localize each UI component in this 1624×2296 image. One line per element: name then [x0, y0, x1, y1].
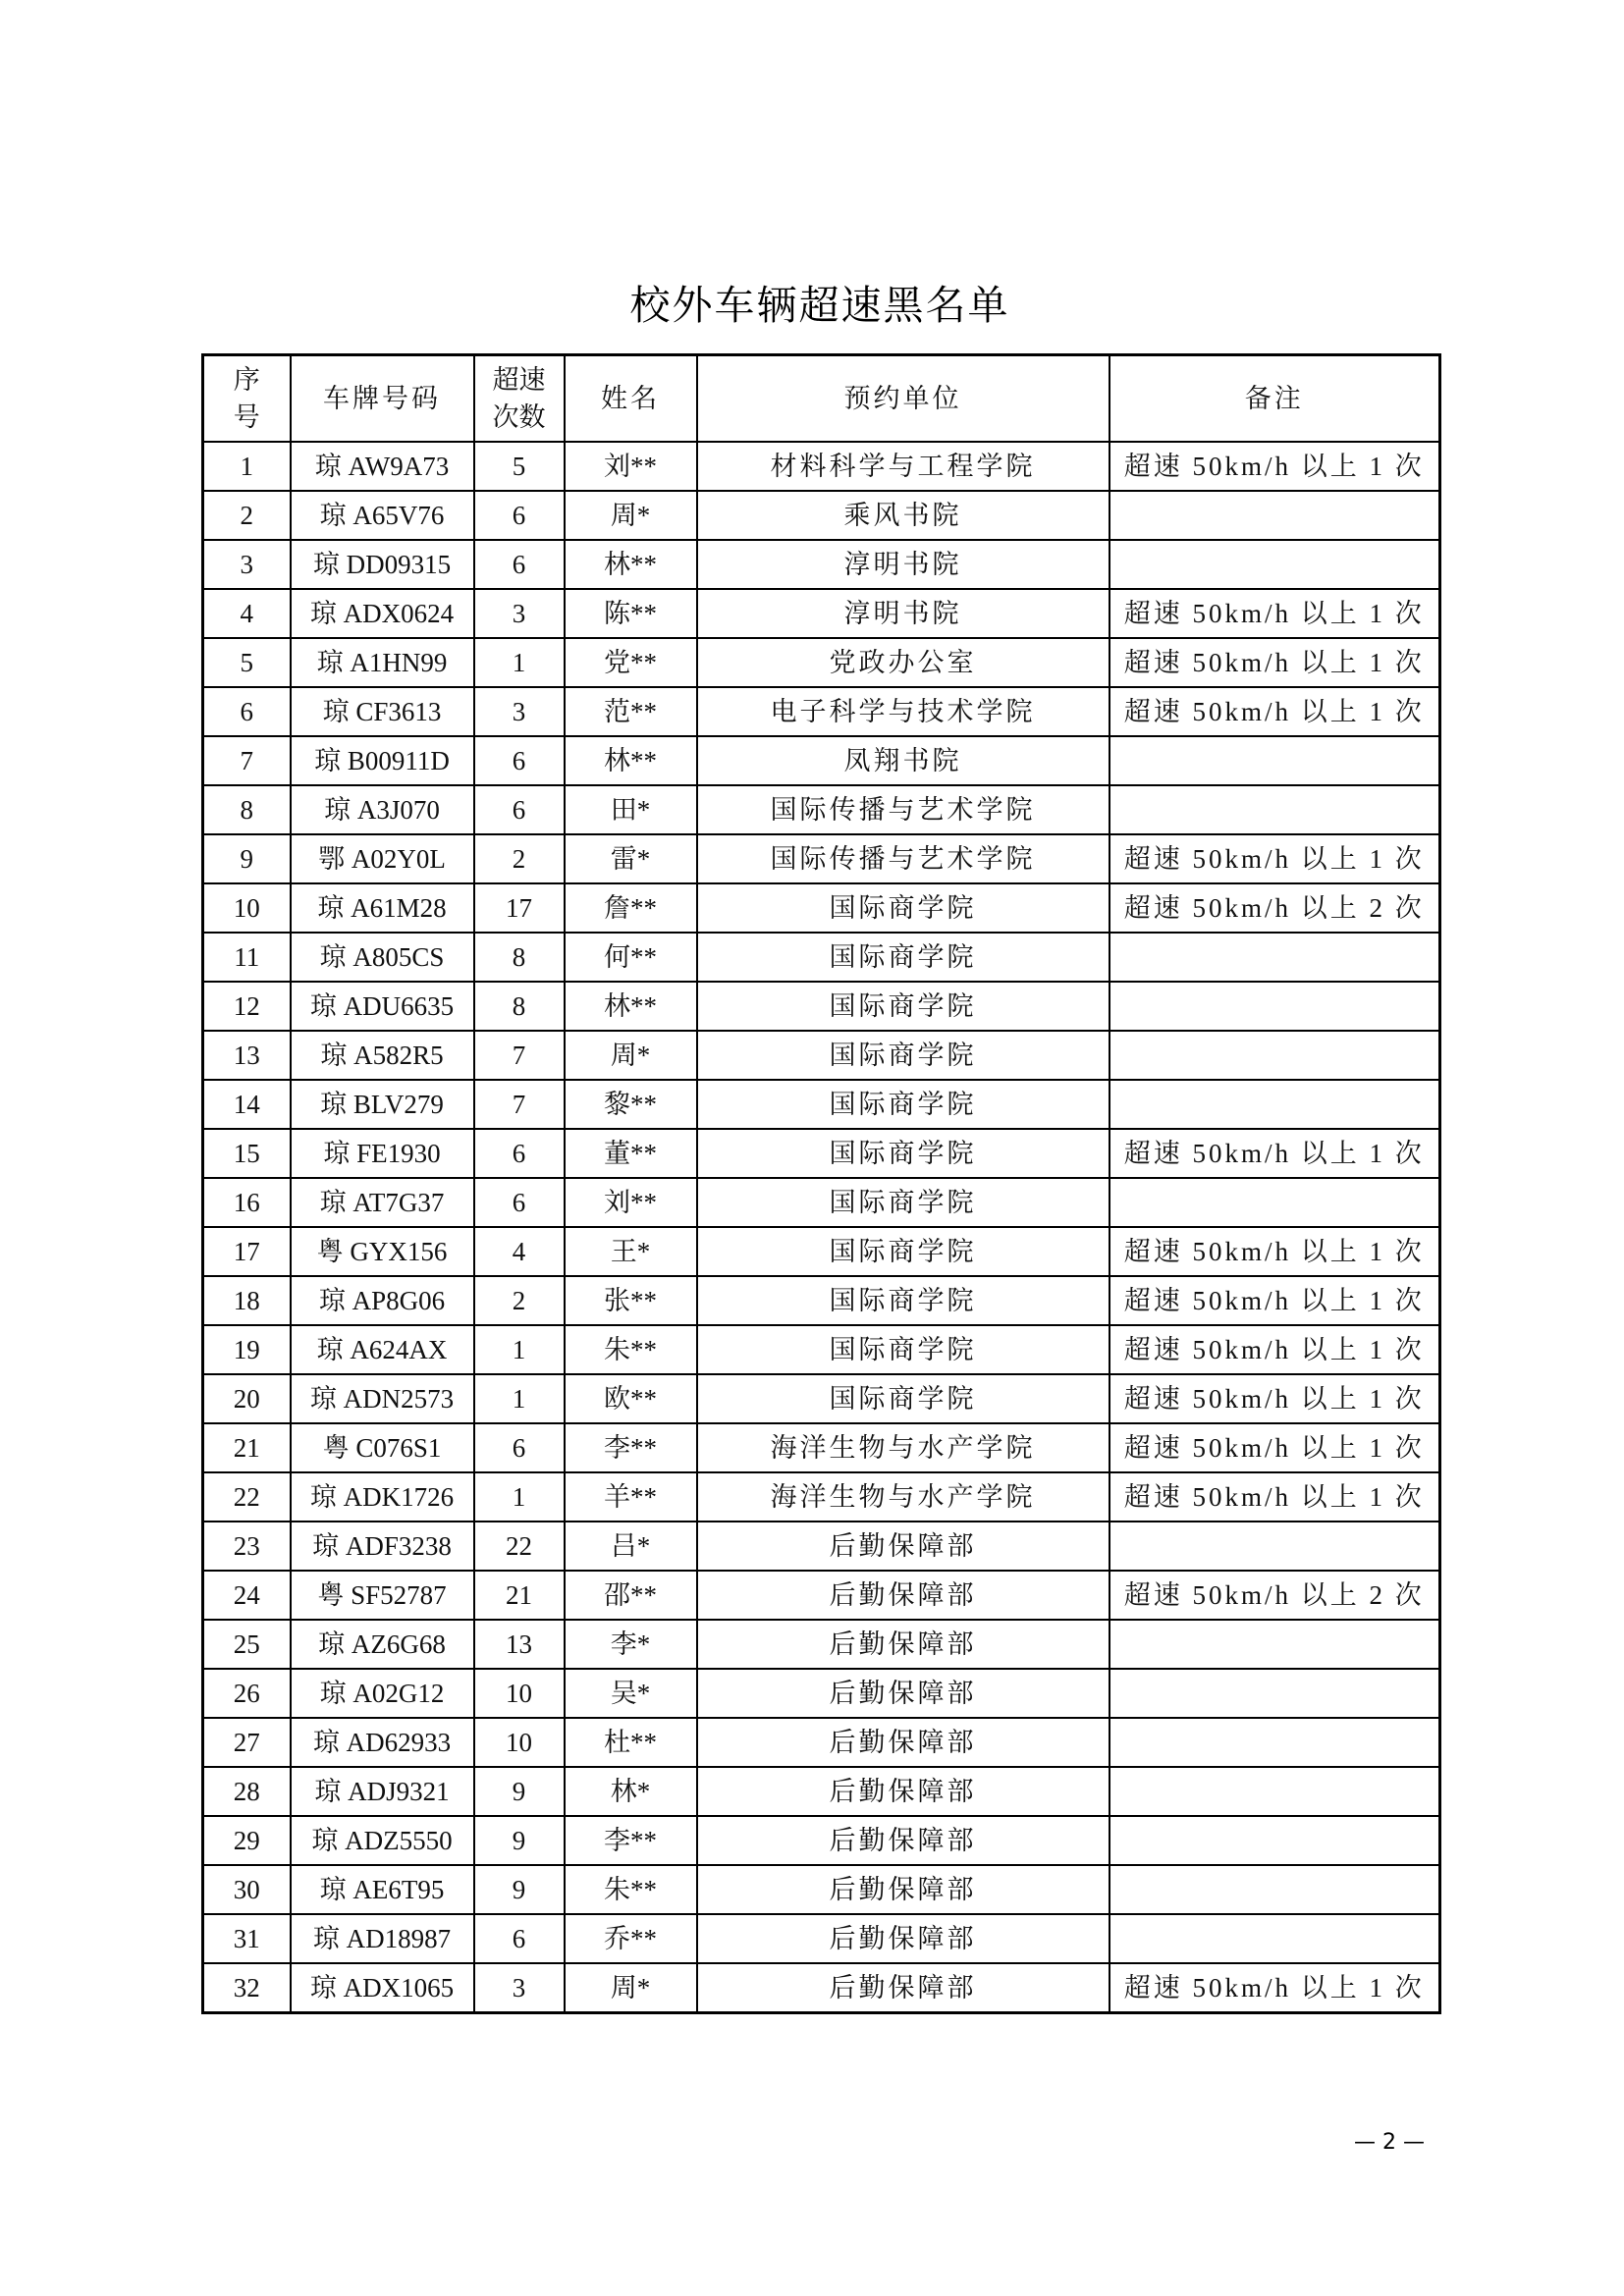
cell-name: 范**	[565, 687, 697, 736]
cell-reservation-unit: 国际商学院	[697, 1178, 1110, 1227]
cell-speeding-count: 5	[474, 442, 565, 491]
cell-remarks	[1110, 1080, 1440, 1129]
cell-reservation-unit: 凤翔书院	[697, 736, 1110, 785]
table-row	[203, 1178, 1440, 1227]
cell-name: 刘**	[565, 442, 697, 491]
cell-reservation-unit: 淳明书院	[697, 540, 1110, 589]
cell-speeding-count: 1	[474, 1325, 565, 1374]
table-row	[203, 1080, 1440, 1129]
cell-plate-number: 琼 AE6T95	[291, 1865, 474, 1914]
cell-serial-number: 8	[203, 785, 291, 834]
cell-serial-number: 5	[203, 638, 291, 687]
cell-reservation-unit: 海洋生物与水产学院	[697, 1472, 1110, 1522]
cell-speeding-count: 9	[474, 1865, 565, 1914]
cell-speeding-count: 8	[474, 933, 565, 982]
cell-remarks: 超速 50km/h 以上 1 次	[1110, 1423, 1440, 1472]
cell-serial-number: 23	[203, 1522, 291, 1571]
cell-plate-number: 琼 ADN2573	[291, 1374, 474, 1423]
cell-speeding-count: 1	[474, 1374, 565, 1423]
cell-remarks	[1110, 1914, 1440, 1963]
cell-reservation-unit: 海洋生物与水产学院	[697, 1423, 1110, 1472]
cell-reservation-unit: 后勤保障部	[697, 1914, 1110, 1963]
cell-name: 杜**	[565, 1718, 697, 1767]
cell-serial-number: 24	[203, 1571, 291, 1620]
cell-speeding-count: 9	[474, 1816, 565, 1865]
cell-speeding-count: 22	[474, 1522, 565, 1571]
cell-serial-number: 22	[203, 1472, 291, 1522]
cell-serial-number: 14	[203, 1080, 291, 1129]
cell-remarks	[1110, 1669, 1440, 1718]
cell-name: 周*	[565, 491, 697, 540]
table-header-row	[203, 355, 1440, 443]
cell-speeding-count: 1	[474, 638, 565, 687]
cell-speeding-count: 8	[474, 982, 565, 1031]
cell-serial-number: 28	[203, 1767, 291, 1816]
cell-name: 林**	[565, 736, 697, 785]
cell-reservation-unit: 国际商学院	[697, 1227, 1110, 1276]
cell-speeding-count: 7	[474, 1080, 565, 1129]
cell-reservation-unit: 党政办公室	[697, 638, 1110, 687]
cell-reservation-unit: 国际商学院	[697, 1325, 1110, 1374]
cell-reservation-unit: 后勤保障部	[697, 1669, 1110, 1718]
table-row	[203, 687, 1440, 736]
cell-name: 朱**	[565, 1865, 697, 1914]
cell-name: 党**	[565, 638, 697, 687]
cell-remarks	[1110, 1767, 1440, 1816]
cell-serial-number: 32	[203, 1963, 291, 2013]
cell-plate-number: 粤 C076S1	[291, 1423, 474, 1472]
cell-remarks	[1110, 933, 1440, 982]
cell-plate-number: 琼 ADX1065	[291, 1963, 474, 2013]
cell-reservation-unit: 后勤保障部	[697, 1620, 1110, 1669]
cell-remarks: 超速 50km/h 以上 1 次	[1110, 1374, 1440, 1423]
cell-serial-number: 12	[203, 982, 291, 1031]
cell-plate-number: 琼 A582R5	[291, 1031, 474, 1080]
cell-remarks	[1110, 1522, 1440, 1571]
cell-serial-number: 7	[203, 736, 291, 785]
table-row	[203, 491, 1440, 540]
cell-name: 黎**	[565, 1080, 697, 1129]
cell-plate-number: 鄂 A02Y0L	[291, 834, 474, 883]
header-name	[565, 355, 697, 443]
cell-plate-number: 琼 AP8G06	[291, 1276, 474, 1325]
cell-serial-number: 11	[203, 933, 291, 982]
cell-reservation-unit: 电子科学与技术学院	[697, 687, 1110, 736]
cell-name: 詹**	[565, 883, 697, 933]
cell-serial-number: 31	[203, 1914, 291, 1963]
table-row	[203, 1571, 1440, 1620]
cell-serial-number: 3	[203, 540, 291, 589]
cell-reservation-unit: 后勤保障部	[697, 1963, 1110, 2013]
cell-remarks	[1110, 982, 1440, 1031]
cell-name: 吴*	[565, 1669, 697, 1718]
header-speeding-count	[474, 355, 565, 443]
table-row	[203, 442, 1440, 491]
cell-plate-number: 琼 ADZ5550	[291, 1816, 474, 1865]
table-row	[203, 1767, 1440, 1816]
cell-reservation-unit: 淳明书院	[697, 589, 1110, 638]
table-row	[203, 834, 1440, 883]
cell-speeding-count: 3	[474, 687, 565, 736]
cell-plate-number: 琼 A61M28	[291, 883, 474, 933]
header-reservation-unit	[697, 355, 1110, 443]
cell-speeding-count: 17	[474, 883, 565, 933]
cell-serial-number: 27	[203, 1718, 291, 1767]
cell-name: 田*	[565, 785, 697, 834]
table-row	[203, 540, 1440, 589]
table-row	[203, 1227, 1440, 1276]
cell-plate-number: 琼 B00911D	[291, 736, 474, 785]
cell-plate-number: 琼 DD09315	[291, 540, 474, 589]
table-row	[203, 1718, 1440, 1767]
cell-speeding-count: 21	[474, 1571, 565, 1620]
table-body	[203, 442, 1440, 2013]
table-row	[203, 1276, 1440, 1325]
cell-speeding-count: 2	[474, 834, 565, 883]
cell-speeding-count: 13	[474, 1620, 565, 1669]
speeding-blacklist-table	[201, 353, 1441, 2014]
cell-name: 朱**	[565, 1325, 697, 1374]
cell-remarks	[1110, 1178, 1440, 1227]
cell-serial-number: 26	[203, 1669, 291, 1718]
cell-name: 吕*	[565, 1522, 697, 1571]
cell-remarks: 超速 50km/h 以上 1 次	[1110, 1227, 1440, 1276]
cell-remarks	[1110, 491, 1440, 540]
cell-remarks	[1110, 1031, 1440, 1080]
table-row	[203, 736, 1440, 785]
cell-plate-number: 琼 AD62933	[291, 1718, 474, 1767]
table-row	[203, 1031, 1440, 1080]
cell-serial-number: 6	[203, 687, 291, 736]
cell-remarks	[1110, 736, 1440, 785]
cell-plate-number: 琼 AD18987	[291, 1914, 474, 1963]
cell-name: 欧**	[565, 1374, 697, 1423]
cell-reservation-unit: 国际商学院	[697, 883, 1110, 933]
cell-reservation-unit: 国际商学院	[697, 982, 1110, 1031]
header-plate-number-label: 车牌号码	[323, 384, 441, 413]
cell-reservation-unit: 国际商学院	[697, 1080, 1110, 1129]
cell-serial-number: 20	[203, 1374, 291, 1423]
cell-remarks: 超速 50km/h 以上 1 次	[1110, 1963, 1440, 2013]
cell-remarks: 超速 50km/h 以上 1 次	[1110, 1325, 1440, 1374]
cell-speeding-count: 2	[474, 1276, 565, 1325]
header-remarks	[1110, 355, 1440, 443]
cell-remarks: 超速 50km/h 以上 1 次	[1110, 1276, 1440, 1325]
cell-remarks	[1110, 1620, 1440, 1669]
header-remarks-label: 备注	[1244, 384, 1304, 413]
cell-plate-number: 粤 GYX156	[291, 1227, 474, 1276]
cell-reservation-unit: 后勤保障部	[697, 1767, 1110, 1816]
cell-name: 李**	[565, 1423, 697, 1472]
cell-serial-number: 17	[203, 1227, 291, 1276]
cell-plate-number: 琼 FE1930	[291, 1129, 474, 1178]
cell-serial-number: 13	[203, 1031, 291, 1080]
header-reservation-unit-label: 预约单位	[843, 384, 962, 413]
table-row	[203, 638, 1440, 687]
cell-remarks: 超速 50km/h 以上 1 次	[1110, 1472, 1440, 1522]
cell-name: 周*	[565, 1963, 697, 2013]
cell-remarks: 超速 50km/h 以上 1 次	[1110, 589, 1440, 638]
cell-name: 刘**	[565, 1178, 697, 1227]
header-serial-number-label: 序号	[233, 365, 260, 432]
cell-reservation-unit: 国际商学院	[697, 933, 1110, 982]
cell-plate-number: 琼 A02G12	[291, 1669, 474, 1718]
cell-remarks: 超速 50km/h 以上 1 次	[1110, 687, 1440, 736]
cell-name: 李**	[565, 1816, 697, 1865]
cell-plate-number: 琼 AT7G37	[291, 1178, 474, 1227]
cell-reservation-unit: 国际传播与艺术学院	[697, 834, 1110, 883]
table-row	[203, 1669, 1440, 1718]
cell-remarks: 超速 50km/h 以上 2 次	[1110, 1571, 1440, 1620]
cell-name: 何**	[565, 933, 697, 982]
table-row	[203, 1522, 1440, 1571]
cell-plate-number: 琼 A1HN99	[291, 638, 474, 687]
cell-reservation-unit: 国际商学院	[697, 1374, 1110, 1423]
cell-name: 李*	[565, 1620, 697, 1669]
cell-name: 张**	[565, 1276, 697, 1325]
cell-serial-number: 29	[203, 1816, 291, 1865]
cell-reservation-unit: 国际商学院	[697, 1031, 1110, 1080]
table-row	[203, 933, 1440, 982]
header-serial-number	[203, 355, 291, 443]
cell-name: 董**	[565, 1129, 697, 1178]
document-title: 校外车辆超速黑名单	[629, 282, 1010, 329]
cell-reservation-unit: 国际商学院	[697, 1276, 1110, 1325]
cell-speeding-count: 6	[474, 785, 565, 834]
table-row	[203, 1325, 1440, 1374]
cell-speeding-count: 10	[474, 1718, 565, 1767]
table-row	[203, 1816, 1440, 1865]
cell-remarks: 超速 50km/h 以上 1 次	[1110, 638, 1440, 687]
table-row	[203, 1472, 1440, 1522]
table-row	[203, 1129, 1440, 1178]
table-row	[203, 785, 1440, 834]
cell-remarks	[1110, 1865, 1440, 1914]
cell-speeding-count: 6	[474, 540, 565, 589]
cell-name: 林**	[565, 540, 697, 589]
table-row	[203, 589, 1440, 638]
table-row	[203, 1914, 1440, 1963]
table-row	[203, 1423, 1440, 1472]
cell-speeding-count: 7	[474, 1031, 565, 1080]
cell-plate-number: 琼 ADF3238	[291, 1522, 474, 1571]
cell-speeding-count: 6	[474, 1423, 565, 1472]
header-speeding-count-label: 超速次数	[492, 365, 546, 432]
cell-name: 邵**	[565, 1571, 697, 1620]
cell-remarks: 超速 50km/h 以上 1 次	[1110, 834, 1440, 883]
table-row	[203, 1620, 1440, 1669]
header-plate-number	[291, 355, 474, 443]
cell-serial-number: 9	[203, 834, 291, 883]
cell-plate-number: 琼 BLV279	[291, 1080, 474, 1129]
cell-plate-number: 琼 CF3613	[291, 687, 474, 736]
cell-speeding-count: 6	[474, 736, 565, 785]
cell-reservation-unit: 后勤保障部	[697, 1522, 1110, 1571]
cell-plate-number: 琼 ADK1726	[291, 1472, 474, 1522]
cell-serial-number: 18	[203, 1276, 291, 1325]
cell-name: 陈**	[565, 589, 697, 638]
cell-speeding-count: 1	[474, 1472, 565, 1522]
cell-name: 林*	[565, 1767, 697, 1816]
cell-plate-number: 琼 ADJ9321	[291, 1767, 474, 1816]
cell-speeding-count: 6	[474, 1914, 565, 1963]
cell-serial-number: 4	[203, 589, 291, 638]
table-row	[203, 1865, 1440, 1914]
cell-serial-number: 30	[203, 1865, 291, 1914]
cell-reservation-unit: 国际商学院	[697, 1129, 1110, 1178]
cell-serial-number: 16	[203, 1178, 291, 1227]
table-row	[203, 1963, 1440, 2013]
cell-name: 王*	[565, 1227, 697, 1276]
cell-serial-number: 15	[203, 1129, 291, 1178]
cell-serial-number: 1	[203, 442, 291, 491]
cell-remarks	[1110, 785, 1440, 834]
cell-serial-number: 21	[203, 1423, 291, 1472]
cell-serial-number: 25	[203, 1620, 291, 1669]
cell-speeding-count: 6	[474, 491, 565, 540]
cell-remarks: 超速 50km/h 以上 1 次	[1110, 442, 1440, 491]
cell-reservation-unit: 后勤保障部	[697, 1865, 1110, 1914]
cell-serial-number: 2	[203, 491, 291, 540]
cell-serial-number: 10	[203, 883, 291, 933]
cell-name: 羊**	[565, 1472, 697, 1522]
table-row	[203, 883, 1440, 933]
cell-plate-number: 琼 A624AX	[291, 1325, 474, 1374]
cell-speeding-count: 9	[474, 1767, 565, 1816]
cell-speeding-count: 10	[474, 1669, 565, 1718]
cell-reservation-unit: 材料科学与工程学院	[697, 442, 1110, 491]
cell-speeding-count: 4	[474, 1227, 565, 1276]
cell-plate-number: 琼 ADU6635	[291, 982, 474, 1031]
header-name-label: 姓名	[601, 384, 660, 413]
table-row	[203, 982, 1440, 1031]
cell-plate-number: 琼 AW9A73	[291, 442, 474, 491]
cell-plate-number: 琼 A3J070	[291, 785, 474, 834]
cell-remarks: 超速 50km/h 以上 1 次	[1110, 1129, 1440, 1178]
cell-reservation-unit: 后勤保障部	[697, 1816, 1110, 1865]
cell-remarks: 超速 50km/h 以上 2 次	[1110, 883, 1440, 933]
page-number: — 2 —	[1354, 2130, 1425, 2155]
cell-name: 乔**	[565, 1914, 697, 1963]
cell-remarks	[1110, 1718, 1440, 1767]
cell-serial-number: 19	[203, 1325, 291, 1374]
cell-speeding-count: 6	[474, 1178, 565, 1227]
cell-reservation-unit: 乘风书院	[697, 491, 1110, 540]
cell-speeding-count: 6	[474, 1129, 565, 1178]
cell-remarks	[1110, 540, 1440, 589]
cell-name: 周*	[565, 1031, 697, 1080]
table-row	[203, 1374, 1440, 1423]
cell-speeding-count: 3	[474, 589, 565, 638]
cell-plate-number: 琼 ADX0624	[291, 589, 474, 638]
cell-plate-number: 琼 AZ6G68	[291, 1620, 474, 1669]
cell-reservation-unit: 后勤保障部	[697, 1718, 1110, 1767]
cell-reservation-unit: 国际传播与艺术学院	[697, 785, 1110, 834]
cell-plate-number: 粤 SF52787	[291, 1571, 474, 1620]
cell-speeding-count: 3	[474, 1963, 565, 2013]
cell-plate-number: 琼 A805CS	[291, 933, 474, 982]
cell-remarks	[1110, 1816, 1440, 1865]
cell-name: 林**	[565, 982, 697, 1031]
cell-plate-number: 琼 A65V76	[291, 491, 474, 540]
cell-reservation-unit: 后勤保障部	[697, 1571, 1110, 1620]
cell-name: 雷*	[565, 834, 697, 883]
